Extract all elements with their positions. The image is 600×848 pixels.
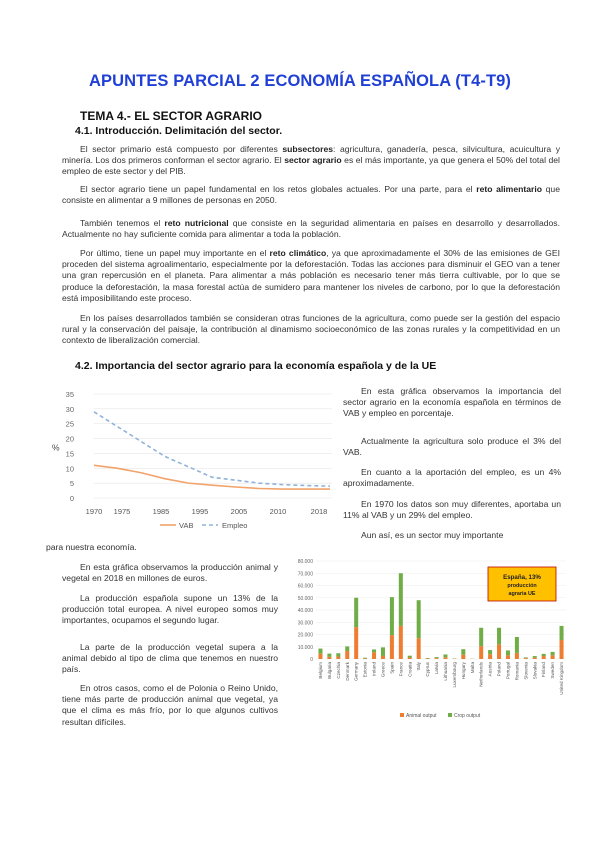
bar-crop-slovakia <box>533 656 537 658</box>
y-tick-label: 40.000 <box>297 608 313 614</box>
y-axis-label: % <box>52 442 60 453</box>
bar-animal-united-kingdom <box>560 640 564 659</box>
y-tick-label: 70.000 <box>297 571 313 578</box>
bar-animal-slovenia <box>524 658 528 659</box>
y-tick-label: 10.000 <box>297 644 313 651</box>
bar-crop-bulgaria <box>327 654 331 657</box>
bar-crop-romania <box>515 637 519 653</box>
callout-text: producción <box>507 583 537 589</box>
y-tick-label: 35 <box>65 390 74 399</box>
bar-crop-denmark <box>345 646 349 651</box>
x-tick-label: Bulgaria <box>326 662 332 679</box>
y-tick-label: 25 <box>65 419 74 429</box>
bar-animal-estonia <box>363 658 367 659</box>
x-tick-label: Portugal <box>505 662 511 680</box>
section-heading: TEMA 4.- EL SECTOR AGRARIO <box>80 109 263 123</box>
bar-crop-united-kingdom <box>560 626 564 640</box>
x-tick-label: United Kingdom <box>559 662 565 695</box>
x-tick-label: Cyprus <box>425 662 431 677</box>
y-tick-label: 10 <box>65 464 74 474</box>
bar-animal-croatia <box>408 658 412 659</box>
x-tick-label: Poland <box>496 662 502 677</box>
legend-label: VAB <box>179 521 194 530</box>
bar-animal-germany <box>354 627 358 659</box>
x-tick-label: France <box>398 662 404 677</box>
x-tick-label: Greece <box>380 662 386 678</box>
bar-animal-france <box>399 626 403 659</box>
x-tick-label: 2018 <box>310 507 328 516</box>
line-chart <box>52 380 337 545</box>
bar-crop-croatia <box>408 656 412 658</box>
paragraph: En 1970 los datos son muy diferentes, aportaba un 11% al VAB y un 29% del empleo. <box>343 499 561 521</box>
x-tick-label: Czechia <box>335 662 341 679</box>
paragraph: La parte de la producción vegetal supera a la animal debido al tipo de clima que tenemos en nuestro país. <box>62 642 278 675</box>
y-tick-label: 0 <box>69 494 74 503</box>
bar-animal-netherlands <box>479 646 483 659</box>
bar-animal-lithuania <box>443 657 447 659</box>
bar-crop-finland <box>542 654 546 656</box>
subsection-heading-importance: 4.2. Importancia del sector agrario para la economía española y de la UE <box>75 360 437 372</box>
x-tick-label: Estonia <box>362 662 368 678</box>
y-tick-label: 80.000 <box>297 559 313 565</box>
callout-text: agraria UE <box>508 591 536 597</box>
bar-crop-estonia <box>363 658 367 659</box>
bar-crop-slovenia <box>524 657 528 658</box>
bar-animal-ireland <box>372 652 376 659</box>
bar-animal-portugal <box>506 655 510 659</box>
bar-animal-greece <box>381 656 385 659</box>
x-tick-label: 1970 <box>85 507 103 516</box>
bar-crop-sweden <box>551 652 555 655</box>
x-tick-label: Belgium <box>317 662 323 679</box>
x-tick-label: Malta <box>469 662 475 674</box>
x-tick-label: Sweden <box>550 662 556 679</box>
y-tick-label: 15 <box>65 449 74 459</box>
legend-label: Crop output <box>454 713 481 719</box>
paragraph-continuation: para nuestra economía. <box>46 542 137 552</box>
bar-crop-france <box>399 573 403 626</box>
x-tick-label: 1995 <box>191 507 209 516</box>
x-tick-label: Netherlands <box>478 662 484 687</box>
bar-crop-portugal <box>506 650 510 655</box>
bar-crop-latvia <box>435 657 439 658</box>
paragraph: En los países desarrollados también se consideran otras funciones de la agricultura, como puede ser la gestión del espacio rural y la conservación del paisaje, la contribución al dinamismo socioeconómico de las zonas rurales y la competitividad en un contexto de liberalización comercial. <box>62 313 560 346</box>
bar-crop-belgium <box>318 649 322 654</box>
callout-text: España, 13% <box>503 574 541 581</box>
bar-animal-austria <box>488 654 492 659</box>
x-tick-label: Romania <box>514 662 520 681</box>
bar-animal-hungary <box>461 655 465 659</box>
x-tick-label: Slovakia <box>532 662 538 680</box>
y-tick-label: 20 <box>65 434 74 444</box>
legend-label: Empleo <box>222 521 248 530</box>
bar-crop-czechia <box>336 653 340 656</box>
bar-animal-italy <box>417 638 421 659</box>
bar-animal-sweden <box>551 655 555 659</box>
x-tick-label: Croatia <box>407 662 413 677</box>
subsection-heading-intro: 4.1. Introducción. Delimitación del sector. <box>75 125 283 137</box>
x-tick-label: Luxembourg <box>451 662 457 688</box>
legend-label: Animal output <box>406 713 437 719</box>
y-tick-label: 30.000 <box>297 620 313 627</box>
y-tick-label: 60.000 <box>297 583 313 590</box>
page-title: APUNTES PARCIAL 2 ECONOMÍA ESPAÑOLA (T4-T9) <box>88 72 512 90</box>
bar-animal-poland <box>497 644 501 659</box>
bar-crop-ireland <box>372 649 376 652</box>
bar-chart <box>290 555 570 725</box>
bar-animal-denmark <box>345 651 349 659</box>
bar-animal-latvia <box>435 658 439 659</box>
y-tick-label: 30 <box>65 404 74 414</box>
bar-animal-spain <box>390 635 394 659</box>
y-tick-label: 50.000 <box>297 595 313 602</box>
bar-crop-spain <box>390 597 394 635</box>
x-tick-label: 1985 <box>152 507 170 516</box>
bar-animal-czechia <box>336 657 340 659</box>
x-tick-label: 2010 <box>269 507 287 516</box>
bar-crop-austria <box>488 650 492 654</box>
bar-crop-italy <box>417 600 421 638</box>
x-tick-label: Slovenia <box>523 662 529 680</box>
x-tick-label: Latvia <box>434 662 440 675</box>
x-tick-label: Finland <box>541 662 547 678</box>
paragraph: Aun así, es un sector muy importante <box>361 530 504 540</box>
x-tick-label: Germany <box>353 662 359 681</box>
x-tick-label: Italy <box>416 662 422 671</box>
x-tick-label: 2005 <box>230 507 248 516</box>
x-tick-label: Ireland <box>371 662 377 677</box>
bar-animal-romania <box>515 653 519 659</box>
bar-crop-lithuania <box>443 654 447 657</box>
x-tick-label: 1975 <box>113 507 131 516</box>
paragraph: En esta gráfica observamos la producción animal y vegetal en 2018 en millones de euros. <box>62 562 278 584</box>
bar-animal-belgium <box>318 654 322 659</box>
paragraph: La producción española supone un 13% de la producción total europea. A nivel europeo somos muy importantes, ocupamos el segundo lugar. <box>62 593 278 626</box>
bar-crop-netherlands <box>479 628 483 646</box>
paragraph: El sector primario está compuesto por diferentes subsectores: agricultura, ganadería, pesca, silvicultura, acuicultura y minería. Los dos primeros conforman el sector agrario. El sector agrario es el más importante, ya que genera el 50% del total del empleo de este sector y del PIB. <box>62 144 560 177</box>
paragraph: El sector agrario tiene un papel fundamental en los retos globales actuales. Por una parte, para el reto alimentario que consiste en alimentar a 9 millones de personas en 2050. <box>62 184 560 206</box>
bar-crop-hungary <box>461 649 465 655</box>
paragraph: También tenemos el reto nutricional que consiste en la seguridad alimentaria en países en desarrollo y desarrollados. Actualmente no hay suficiente comida para alimentar a toda la población. <box>62 218 560 240</box>
bar-crop-poland <box>497 628 501 645</box>
paragraph: En cuanto a la aportación del empleo, es un 4% aproximadamente. <box>343 467 561 489</box>
bar-crop-germany <box>354 598 358 627</box>
bar-crop-greece <box>381 647 385 656</box>
paragraph: En otros casos, como el de Polonia o Reino Unido, tiene más parte de producción animal que vegetal, ya que el clima es más frío, por lo que algunos cultivos resultan difíciles. <box>62 683 278 727</box>
y-tick-label: 0 <box>310 657 313 663</box>
x-tick-label: Denmark <box>344 662 350 681</box>
bar-animal-slovakia <box>533 658 537 659</box>
x-tick-label: Austria <box>487 662 493 677</box>
legend-swatch-animal <box>400 713 404 717</box>
paragraph: En esta gráfica observamos la importancia del sector agrario en la economía española en términos de VAB y empleo en porcentaje. <box>343 386 561 419</box>
bar-animal-bulgaria <box>327 657 331 659</box>
y-tick-label: 5 <box>69 479 74 489</box>
legend-swatch-crop <box>448 713 452 717</box>
paragraph: Actualmente la agricultura solo produce el 3% del VAB. <box>343 436 561 458</box>
series-line-empleo <box>94 412 330 486</box>
x-tick-label: Spain <box>389 662 395 674</box>
x-tick-label: Hungary <box>460 662 466 680</box>
bar-animal-finland <box>542 656 546 659</box>
y-tick-label: 20.000 <box>297 632 313 639</box>
paragraph: Por último, tiene un papel muy importante en el reto climático, ya que aproximadamente el 30% de las emisiones de GEI proceden del sistema agroalimentario, especialmente por la deforestación. Todas las acciones para disminuir el GEO van a tener una gran repercusión en el planeta. Para alimentar a más población es necesario tener más tierra cultivable, por lo que se produce la deforestación, la masa forestal actúa de sumidero para mantener los niveles de carbono, por lo que la deforestación está imposibilitando este proceso. <box>62 248 560 303</box>
x-tick-label: Lithuania <box>442 662 448 681</box>
